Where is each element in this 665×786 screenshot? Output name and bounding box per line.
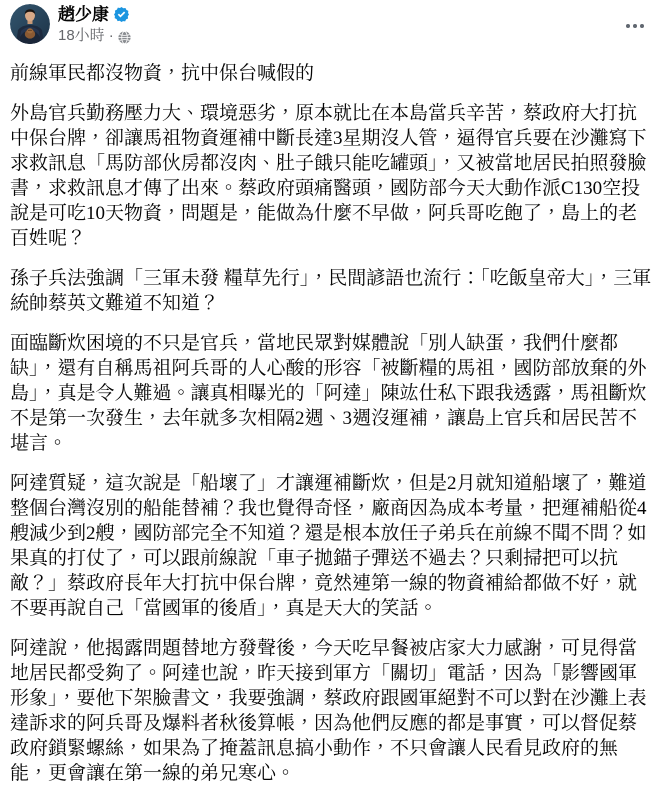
globe-icon — [118, 30, 131, 43]
more-options-button[interactable] — [617, 12, 653, 40]
post-meta — [58, 26, 131, 45]
post-paragraph-5: 阿達說，他揭露問題替地方發聲後，今天吃早餐被店家大力感謝，可見得當地居民都受夠了。阿達也說，昨天接到軍方「關切」電話，因為「影響國軍形象」，要他下架臉書文，我要強調，蔡政府跟國軍絕對不可以對在沙灘上表達訴求的阿兵哥及爆料者秋後算帳，因為他們反應的都是事實，可以督促蔡政府鎖緊螺絲，如果為了掩蓋訊息搞小動作，不只會讓人民看見政府的無能，更會讓在第一線的弟兄寒心。 — [10, 638, 647, 784]
post-content — [0, 61, 665, 786]
more-options-icon — [626, 24, 630, 28]
timestamp[interactable]: 18小時 — [58, 27, 105, 44]
post-paragraph-1: 外島官兵勤務壓力大、環境惡劣，原本就比在本島當兵辛苦，蔡政府大打抗中保台牌，卻讓馬祖物資運補中斷長達3星期沒人管，逼得官兵要在沙灘寫下求救訊息「馬防部伙房都沒肉、肚子餓只能吃罐頭」，又被當地居民拍照發臉書，求救訊息才傳了出來。蔡政府頭痛醫頭，國防部今天大動作派C130空投說是可吃10天物資，問題是，能做為什麼不早做，阿兵哥吃飽了，島上的老百姓呢？ — [10, 103, 647, 249]
post-paragraph-3: 面臨斷炊困境的不只是官兵，當地民眾對媒體說「別人缺蛋，我們什麼都缺」，還有自稱馬祖阿兵哥的人心酸的形容「被斷糧的馬祖，國防部放棄的外島」，真是令人難過。讓真相曝光的「阿達」陳竑仕私下跟我透露，馬祖斷炊不是第一次發生，去年就多次相隔2週、3週沒運補，讓島上官兵和居民苦不堪言。 — [10, 333, 647, 454]
post-header — [0, 0, 665, 48]
verified-badge-icon — [114, 7, 129, 22]
header-info — [58, 4, 131, 45]
author-name[interactable]: 趙少康 — [58, 5, 109, 24]
post-paragraph-4: 阿達質疑，這次說是「船壞了」才讓運補斷炊，但是2月就知道船壞了，難道整個台灣沒別的船能替補？我也覺得奇怪，廠商因為成本考量，把運補船從4艘減少到2艘，國防部完全不知道？還是根本放任子弟兵在前線不聞不問？如果真的打仗了，可以跟前線說「車子拋錨子彈送不過去？只剩掃把可以抗敵？」蔡政府長年大打抗中保台牌，竟然連第一線的物資補給都做不好，就不要再說自己「當國軍的後盾」，真是天大的笑話。 — [10, 473, 647, 619]
post-title: 前線軍民都沒物資，抗中保台喊假的 — [10, 63, 315, 84]
post-paragraph-2: 孫子兵法強調「三軍未發 糧草先行」，民間諺語也流行：「吃飯皇帝大」，三軍統帥蔡英文難道不知道？ — [10, 268, 652, 314]
meta-separator: · — [108, 27, 114, 44]
avatar-image — [10, 4, 50, 44]
avatar[interactable] — [10, 4, 50, 44]
name-row — [58, 4, 131, 25]
